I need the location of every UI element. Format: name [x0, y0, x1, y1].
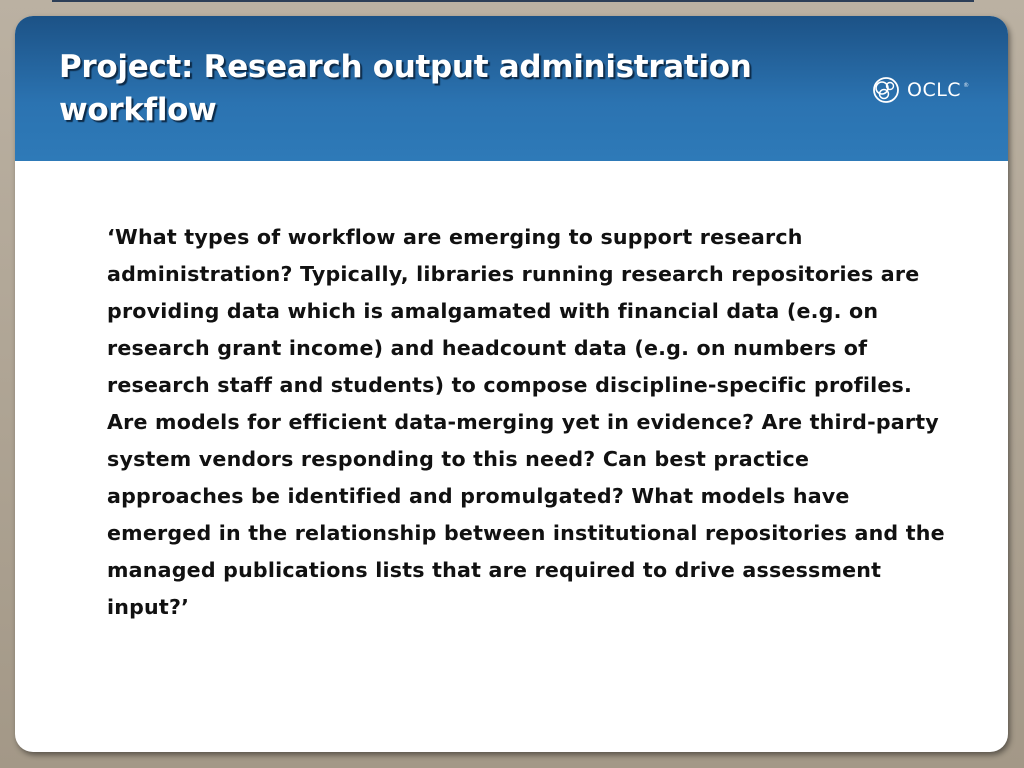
logo-text: OCLC — [907, 79, 962, 101]
slide-title: Project: Research output administration workflow — [59, 49, 752, 128]
slide-body-quote: ‘What types of workflow are emerging to support research administration? Typically, libraries running research repositories are providing data which is amalgamated with financial data (e.g. on research grant income) and headcount data (e.g. on numbers of research staff and students) to compose discipline-specific profiles. Are models for efficient data-merging yet in evidence? Are third-party system vendors responding to this need? Can best practice approaches be identified and promulgated? What models have emerged in the relationship between institutional repositories and the managed publications lists that are required to drive assessment input?’ — [107, 225, 945, 619]
oclc-globe-icon — [871, 75, 901, 105]
oclc-logo — [871, 74, 969, 106]
slide — [15, 16, 1008, 752]
slide-header — [15, 16, 1008, 161]
top-divider-line — [52, 0, 974, 2]
logo-trademark: ® — [963, 82, 970, 89]
